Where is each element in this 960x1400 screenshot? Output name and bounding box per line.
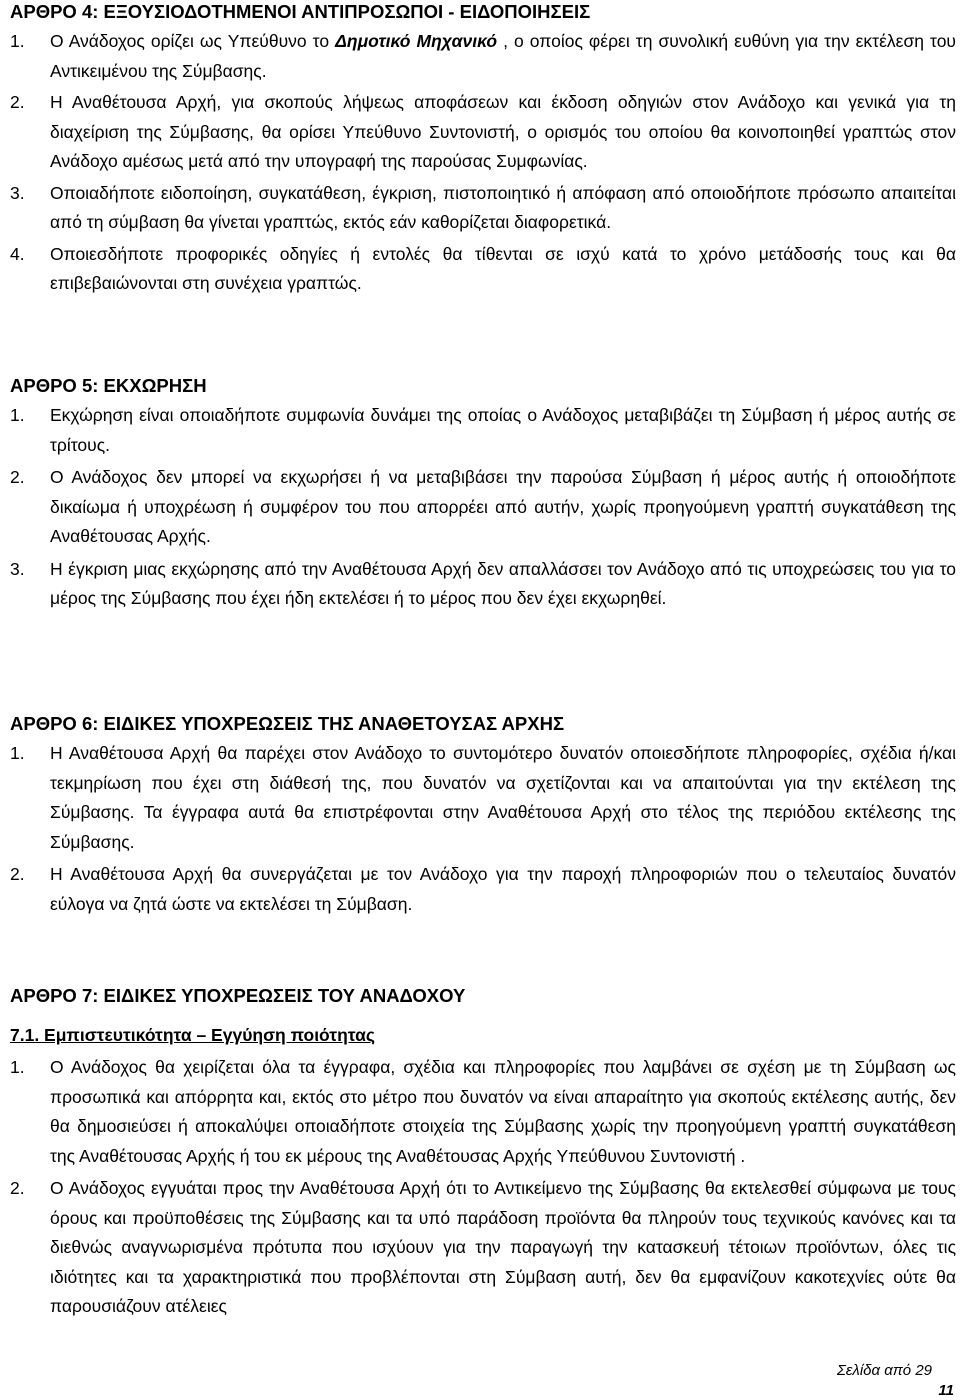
page-footer-label: Σελίδα από 29 (836, 1362, 932, 1379)
article-4-title: ΑΡΘΡΟ 4: ΕΞΟΥΣΙΟΔΟΤΗΜΕΝΟΙ ΑΝΤΙΠΡΟΣΩΠΟΙ - ΕΙΔΟΠΟΙΗΣΕΙΣ (10, 1, 591, 22)
article-7 (10, 983, 956, 1322)
list-item: 3. Οποιαδήποτε ειδοποίηση, συγκατάθεση, έγκριση, πιστοποιητικό ή απόφαση από οποιοδήποτε πρόσωπο απαιτείται από τη σύμβαση θα γίνεται γραπτώς, εκτός εάν καθορίζεται διαφορετικά. (10, 182, 956, 232)
article-6 (10, 711, 956, 919)
list-item: 1. Η Αναθέτουσα Αρχή θα παρέχει στον Ανάδοχο το συντομότερο δυνατόν οποιεσδήποτε πληροφορίες, σχέδια ή/και τεκμηρίωση που έχει στη διάθεσή της, που δυνατόν να σχετίζονται και να απαιτούνται για την εκτέλεση της Σύμβασης. Τα έγγραφα αυτά θα επιστρέφονται στην Αναθέτουσα Αρχή στο τέλος της περιόδου εκτέλεσης της Σύμβασης. (10, 743, 956, 852)
list-item: 1. Εκχώρηση είναι οποιαδήποτε συμφωνία δυνάμει της οποίας ο Ανάδοχος μεταβιβάζει τη Σύμβαση ή μέρος αυτής σε τρίτους. (10, 405, 956, 455)
list-item: 1. Ο Ανάδοχος θα χειρίζεται όλα τα έγγραφα, σχέδια και πληροφορίες που λαμβάνει σε σχέση με τη Σύμβαση ως προσωπικά και απόρρητα και, εκτός στο μέτρο που δυνατόν να είναι απαραίτητο για σκοπούς εκτέλεσης αυτής, δεν θα δημοσιεύσει ή αποκαλύψει οποιαδήποτε στοιχεία της Σύμβασης χωρίς την προηγούμενη γραπτή συγκατάθεση της Αναθέτουσας Αρχής ή του εκ μέρους της Αναθέτουσας Αρχής Υπεύθυνου Συντονιστή . (10, 1057, 956, 1166)
list-item: 2. Ο Ανάδοχος δεν μπορεί να εκχωρήσει ή να μεταβιβάσει την παρούσα Σύμβαση ή μέρος αυτής ή οποιοδήποτε δικαίωμα ή υποχρέωση ή συμφέρον του που απορρέει από αυτήν, χωρίς προηγούμενη γραπτή συγκατάθεση της Αναθέτουσας Αρχής. (10, 467, 956, 546)
article-5 (10, 373, 956, 614)
article-7-title: ΑΡΘΡΟ 7: ΕΙΔΙΚΕΣ ΥΠΟΧΡΕΩΣΕΙΣ ΤΟΥ ΑΝΑΔΟΧΟΥ (10, 985, 466, 1006)
article-7-subtitle: 7.1. Εμπιστευτικότητα – Εγγύηση ποιότητας (10, 1025, 375, 1045)
list-item: 2. Η Αναθέτουσα Αρχή θα συνεργάζεται με τον Ανάδοχο για την παροχή πληροφοριών που ο τελευταίος δυνατόν εύλογα να ζητά ώστε να εκτελέσει τη Σύμβαση. (10, 864, 956, 914)
list-item: 1. Ο Ανάδοχος ορίζει ως Υπεύθυνο το Δημοτικό Μηχανικό , ο οποίος φέρει τη συνολική ευθύνη για την εκτέλεση του Αντικειμένου της Σύμβασης. (10, 31, 957, 81)
article-6-title: ΑΡΘΡΟ 6: ΕΙΔΙΚΕΣ ΥΠΟΧΡΕΩΣΕΙΣ ΤΗΣ ΑΝΑΘΕΤΟΥΣΑΣ ΑΡΧΗΣ (10, 713, 565, 734)
page-number: 11 (938, 1382, 954, 1399)
article-5-title: ΑΡΘΡΟ 5: ΕΚΧΩΡΗΣΗ (10, 375, 207, 396)
article-4 (10, 0, 956, 299)
list-item: 4. Οποιεσδήποτε προφορικές οδηγίες ή εντολές θα τίθενται σε ισχύ κατά το χρόνο μετάδοσής τους και θα επιβεβαιώνονται στη συνέχεια γραπτώς. (10, 243, 956, 293)
list-item: 2. Η Αναθέτουσα Αρχή, για σκοπούς λήψεως αποφάσεων και έκδοση οδηγιών στον Ανάδοχο και γενικά για τη διαχείριση της Σύμβασης, θα ορίσει Υπεύθυνο Συντονιστή, ο ορισμός του οποίου θα κοινοποιηθεί γραπτώς στον Ανάδοχο αμέσως μετά από την υπογραφή της παρούσας Συμφωνίας. (10, 92, 956, 171)
list-item: 2. Ο Ανάδοχος εγγυάται προς την Αναθέτουσα Αρχή ότι το Αντικείμενο της Σύμβασης θα εκτελεσθεί σύμφωνα με τους όρους και προϋποθέσεις της Σύμβασης και τα υπό παράδοση προϊόντα θα πληρούν τους τεχνικούς κανόνες και τα διεθνώς αναγνωρισμένα πρότυπα που ισχύουν για την παραγωγή την κατασκευή τέτοιων προϊόντων, όλες τις ιδιότητες και τα χαρακτηριστικά που προβλέπονται στη Σύμβαση αυτή, δεν θα εμφανίζουν κακοτεχνίες ούτε θα παρουσιάζουν ατέλειες (10, 1178, 956, 1316)
list-item: 3. Η έγκριση μιας εκχώρησης από την Αναθέτουσα Αρχή δεν απαλλάσσει τον Ανάδοχο από τις υποχρεώσεις του για το μέρος της Σύμβασης που έχει ήδη εκτελέσει ή το μέρος που δεν έχει εκχωρηθεί. (10, 558, 956, 608)
emphasis-text: Δημοτικό Μηχανικό (335, 31, 498, 51)
